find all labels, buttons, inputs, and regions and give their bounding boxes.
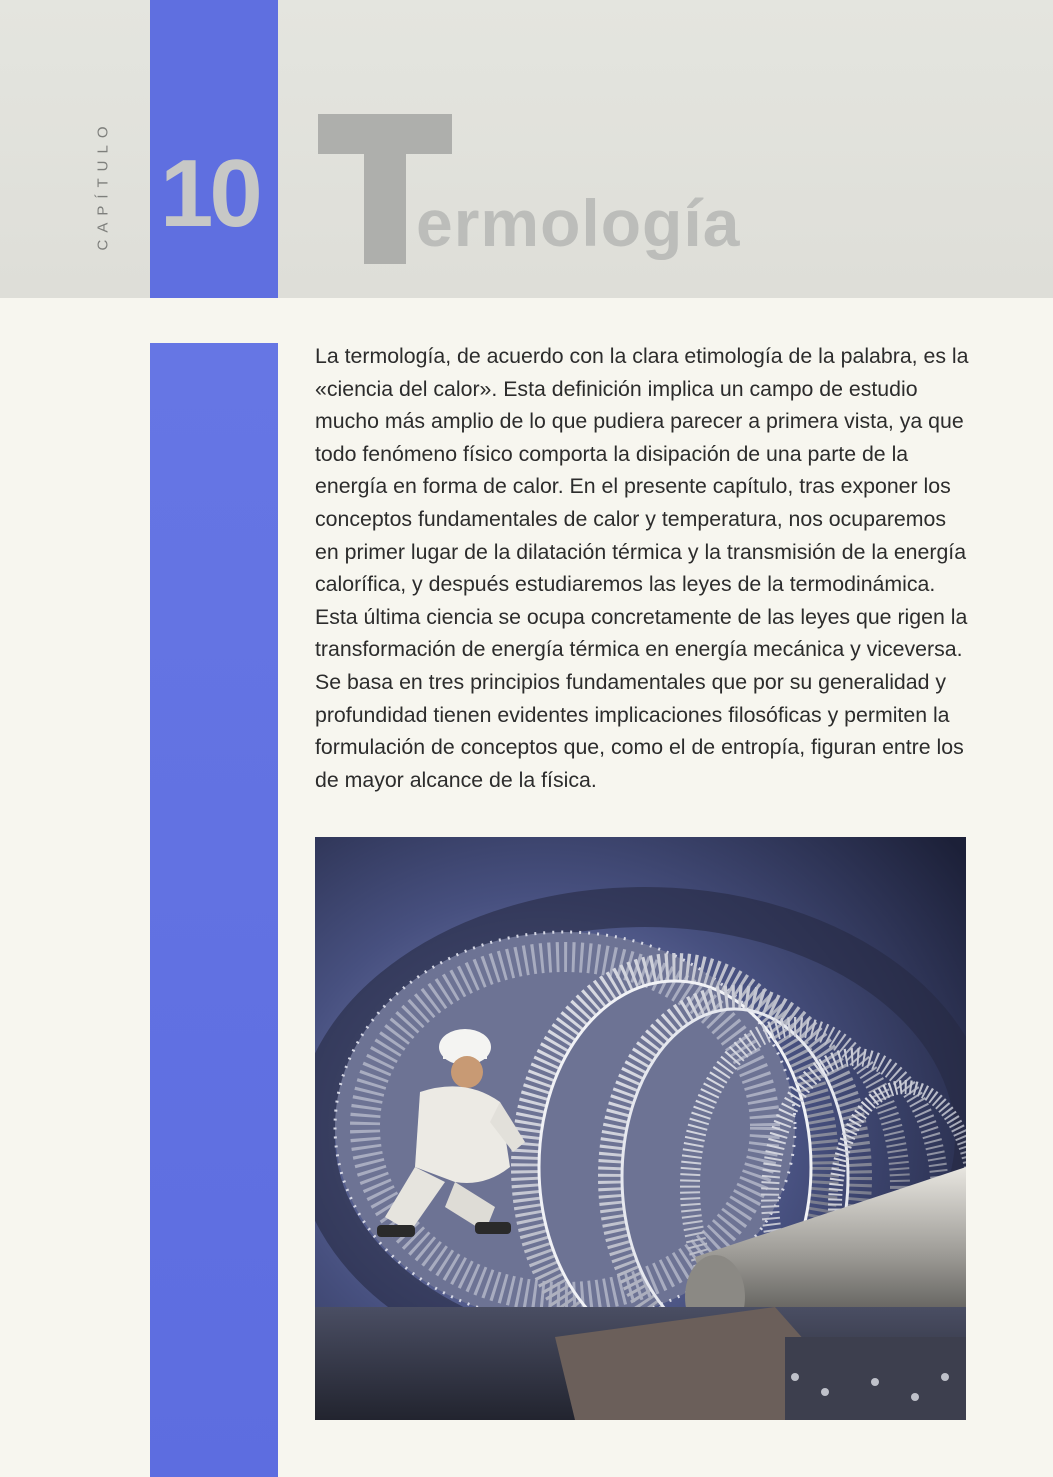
chapter-number: 10 (160, 140, 259, 247)
intro-paragraph: La termología, de acuerdo con la clara etimología de la palabra, es la «ciencia del calor». Esta definición implica un campo de estudio mucho más amplio de lo que pudiera parecer a primera vista, ya que todo fenómeno físico comporta la disipación de una parte de la energía en forma de calor. En el presente capítulo, tras exponer los conceptos fundamentales de calor y temperatura, nos ocuparemos en primer lugar de la dilatación térmica y la transmisión de la energía calorífica, y después estudiaremos las leyes de la termodinámica. Esta última ciencia se ocupa concretamente de las leyes que rigen la transformación de energía térmica en energía mecánica y viceversa. Se basa en tres principios fundamentales que por su generalidad y profundidad tienen evidentes implicaciones filosóficas y permiten la formulación de conceptos que, como el de entropía, figuran entre los de mayor alcance de la física. (315, 344, 969, 792)
title-initial-stem (364, 154, 406, 264)
chapter-title: ermología (416, 186, 741, 260)
turbine-photo (315, 837, 966, 1420)
chapter-label: CAPÍTULO (94, 119, 112, 251)
turbine-illustration (315, 837, 966, 1420)
support-frame (315, 1307, 966, 1420)
chapter-accent-bar-bottom (150, 343, 278, 1477)
title-initial-crossbar (318, 114, 452, 154)
